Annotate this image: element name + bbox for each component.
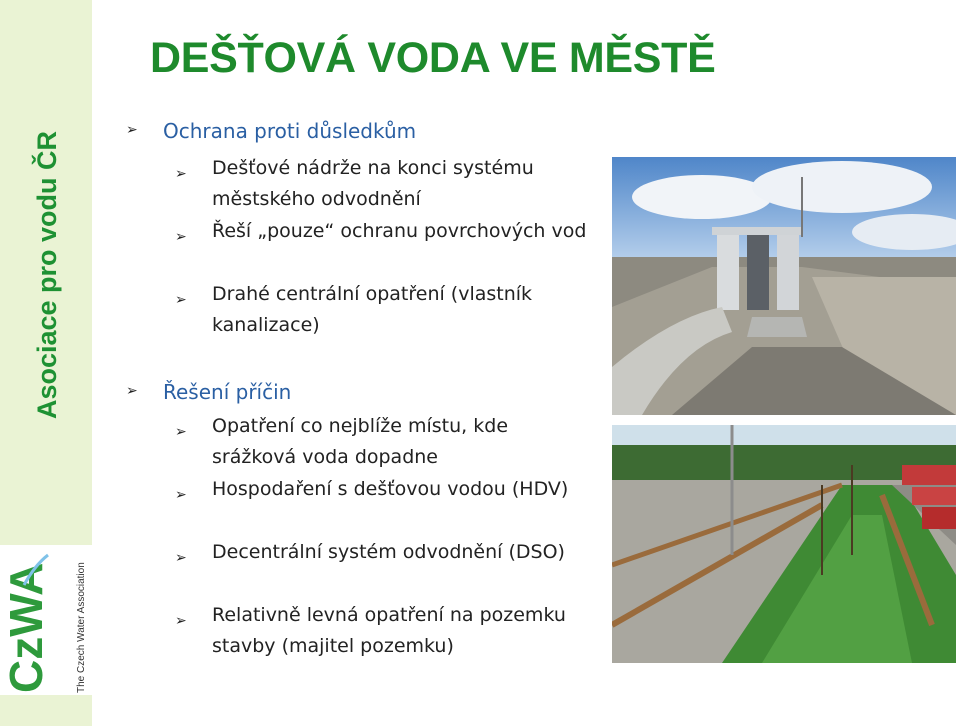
list-item-text: Decentrální systém odvodnění (DSO) <box>212 541 565 563</box>
sidebar <box>0 0 92 726</box>
list-item-text: Drahé centrální opatření (vlastník kanalizace) <box>212 283 533 336</box>
page-title: DEŠŤOVÁ VODA VE MĚSTĚ <box>150 34 716 82</box>
list-item-text: Řeší „pouze“ ochranu povrchových vod <box>212 220 587 242</box>
list-item <box>175 411 597 473</box>
list-item-text: Hospodaření s dešťovou vodou (HDV) <box>212 478 569 500</box>
list-item-text: Opatření co nejblíže místu, kde srážková voda dopadne <box>212 415 509 468</box>
section-heading-causes <box>126 380 292 404</box>
arrow-bullet-icon: ➢ <box>175 166 187 182</box>
arrow-bullet-icon: ➢ <box>175 550 187 566</box>
arrow-bullet-icon: ➢ <box>126 122 138 138</box>
list-item <box>175 279 597 341</box>
arrow-bullet-icon: ➢ <box>175 229 187 245</box>
arrow-bullet-icon: ➢ <box>175 424 187 440</box>
list-item-text: Relativně levná opatření na pozemku stavby (majitel pozemku) <box>212 604 566 657</box>
section-heading-consequences <box>126 119 417 143</box>
czwa-logo <box>0 545 92 695</box>
arrow-bullet-icon: ➢ <box>175 292 187 308</box>
list-item <box>175 153 597 215</box>
logo-tagline: The Czech Water Association <box>76 562 87 693</box>
photo-infiltration-swale <box>612 425 956 663</box>
list-item <box>175 537 597 568</box>
list-item <box>175 216 597 247</box>
arrow-bullet-icon: ➢ <box>175 487 187 503</box>
logo-letters: CzWA <box>0 562 52 693</box>
list-item-text: Dešťové nádrže na konci systému městského odvodnění <box>212 157 534 210</box>
section-heading-text: Řešení příčin <box>163 380 292 404</box>
section-heading-text: Ochrana proti důsledkům <box>163 119 417 143</box>
list-item <box>175 474 597 505</box>
list-item <box>175 600 597 662</box>
czwa-logo-graphic <box>0 545 92 695</box>
photo-storm-tank <box>612 157 956 415</box>
sidebar-title: Asociace pro vodu ČR <box>32 130 62 420</box>
arrow-bullet-icon: ➢ <box>126 383 138 399</box>
arrow-bullet-icon: ➢ <box>175 613 187 629</box>
